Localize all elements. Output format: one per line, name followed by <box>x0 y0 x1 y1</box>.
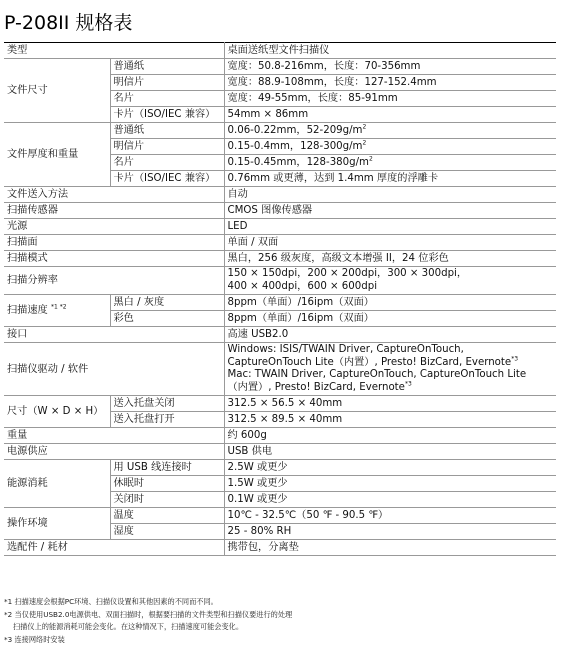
value-text: 0.15-0.45mm，128-380g/m <box>227 157 369 168</box>
row-label-weight: 重量 <box>4 428 224 444</box>
value-line <box>228 382 554 395</box>
spec-table <box>4 42 556 556</box>
value-line: 150 × 150dpi，200 × 200dpi，300 × 300dpi， <box>227 268 468 279</box>
value-text: 0.06-0.22mm，52-209g/m <box>227 125 363 136</box>
row-label-speed <box>4 295 110 327</box>
table-row <box>4 203 556 219</box>
row-value: 8ppm（单面）/16ipm（双面） <box>224 295 556 311</box>
sub-label: 卡片（ISO/IEC 兼容） <box>110 107 224 123</box>
sub-label: 关闭时 <box>110 492 224 508</box>
row-value-type: 桌面送纸型文件扫描仪 <box>224 43 556 59</box>
table-row <box>4 460 556 476</box>
row-label-consumption: 能源消耗 <box>4 460 110 508</box>
table-row <box>4 187 556 203</box>
footnote: 扫描仪上的能源消耗可能会变化。在这种情况下，扫描速度可能会变化。 <box>13 622 244 631</box>
table-row <box>4 327 556 343</box>
row-value <box>224 155 556 171</box>
value-text: 0.15-0.4mm，128-300g/m <box>227 141 363 152</box>
sub-label: 明信片 <box>110 139 224 155</box>
row-value-light: LED <box>224 219 556 235</box>
table-row <box>4 396 556 412</box>
table-row <box>4 343 556 396</box>
row-value-mode: 黑白，256 级灰度，高级文本增强 II，24 位彩色 <box>224 251 556 267</box>
table-row <box>4 295 556 311</box>
row-value: 0.76mm 或更薄，达到 1.4mm 厚度的浮雕卡 <box>224 171 556 187</box>
superscript: 2 <box>362 123 367 131</box>
value-text: CaptureOnTouch Lite（内置）, Presto! BizCard, Evernote <box>227 356 512 368</box>
row-label-type: 类型 <box>4 43 224 59</box>
row-value: 0.1W 或更少 <box>224 492 556 508</box>
sub-label: 温度 <box>110 508 224 524</box>
footnote: *1 扫描速度会根据PC环境、扫描仪设置和其他因素的不同而不同。 <box>4 597 218 606</box>
row-label-driver: 扫描仪驱动 / 软件 <box>4 343 224 396</box>
value-line: 400 × 400dpi，600 × 600dpi <box>227 280 378 292</box>
sub-label: 黑白 / 灰度 <box>110 295 224 311</box>
row-value <box>224 139 556 155</box>
row-value-weight: 约 600g <box>224 428 556 444</box>
sub-label: 名片 <box>110 155 224 171</box>
value-line: Mac: TWAIN Driver, CaptureOnTouch, CaptureOnTouch Lite <box>227 369 527 380</box>
row-label-dimensions: 尺寸（W × D × H） <box>4 396 110 428</box>
row-value-power: USB 供电 <box>224 444 556 460</box>
row-value: 312.5 × 89.5 × 40mm <box>224 412 556 428</box>
footnote-marker: *1 *2 <box>51 303 67 311</box>
row-value: 2.5W 或更少 <box>224 460 556 476</box>
footnote: *2 当仅使用USB2.0电源供电、双面扫描时，根据要扫描的文件类型和扫描仪要进行的处理 <box>4 609 293 619</box>
row-value: 25 - 80% RH <box>224 524 556 540</box>
row-label-light: 光源 <box>4 219 224 235</box>
row-label-interface: 接口 <box>4 327 224 343</box>
superscript: 2 <box>362 139 367 147</box>
row-value: 8ppm（单面）/16ipm（双面） <box>224 311 556 327</box>
row-value: 宽度：50.8-216mm，长度：70-356mm <box>224 59 556 75</box>
superscript: 2 <box>368 155 373 163</box>
row-label-resolution: 扫描分辨率 <box>4 267 224 295</box>
row-value: 312.5 × 56.5 × 40mm <box>224 396 556 412</box>
sub-label: 休眠时 <box>110 476 224 492</box>
table-row <box>4 235 556 251</box>
row-value: 宽度：49-55mm，长度：85-91mm <box>224 91 556 107</box>
table-row <box>4 428 556 444</box>
sub-label: 名片 <box>110 91 224 107</box>
row-value-sensor: CMOS 图像传感器 <box>224 203 556 219</box>
footnote-marker: *3 <box>404 380 412 388</box>
table-row <box>4 267 556 295</box>
footnote: *3 连接网络时安装 <box>4 634 65 644</box>
row-value: 宽度：88.9-108mm，长度：127-152.4mm <box>224 75 556 91</box>
footnote-marker: *3 <box>511 355 519 363</box>
table-row <box>4 540 556 556</box>
table-row <box>4 123 556 139</box>
row-label-side: 扫描面 <box>4 235 224 251</box>
table-row <box>4 508 556 524</box>
row-value-driver <box>224 343 556 396</box>
sub-label: 湿度 <box>110 524 224 540</box>
row-value-resolution <box>224 267 556 295</box>
row-value-options: 携带包，分离垫 <box>224 540 556 556</box>
value-line: Windows: ISIS/TWAIN Driver, CaptureOnTouch, <box>227 344 464 355</box>
sub-label: 彩色 <box>110 311 224 327</box>
row-label-environment: 操作环境 <box>4 508 110 540</box>
row-value <box>224 123 556 139</box>
row-value-interface: 高速 USB2.0 <box>224 327 556 343</box>
value-line <box>228 357 554 370</box>
table-row <box>4 59 556 75</box>
table-row <box>4 219 556 235</box>
sub-label: 用 USB 线连接时 <box>110 460 224 476</box>
sub-label: 普通纸 <box>110 123 224 139</box>
sub-label: 送入托盘关闭 <box>110 396 224 412</box>
page-title: P-208II 规格表 <box>4 12 133 34</box>
sub-label: 普通纸 <box>110 59 224 75</box>
row-label-doc-size: 文件尺寸 <box>4 59 110 123</box>
row-value: 54mm × 86mm <box>224 107 556 123</box>
table-row <box>4 444 556 460</box>
row-label-thickness: 文件厚度和重量 <box>4 123 110 187</box>
row-label-mode: 扫描模式 <box>4 251 224 267</box>
sub-label: 明信片 <box>110 75 224 91</box>
footnotes <box>4 596 556 646</box>
table-row <box>4 251 556 267</box>
row-label-options: 选配件 / 耗材 <box>4 540 224 556</box>
label-text: 扫描速度 <box>7 305 48 316</box>
value-text: （内置）, Presto! BizCard, Evernote <box>227 381 405 393</box>
table-row <box>4 43 556 59</box>
sub-label: 送入托盘打开 <box>110 412 224 428</box>
row-value: 1.5W 或更少 <box>224 476 556 492</box>
sub-label: 卡片（ISO/IEC 兼容） <box>110 171 224 187</box>
row-label-power: 电源供应 <box>4 444 224 460</box>
row-value-side: 单面 / 双面 <box>224 235 556 251</box>
row-value: 10℃ - 32.5℃（50 ℉ - 90.5 ℉） <box>224 508 556 524</box>
row-label-sensor: 扫描传感器 <box>4 203 224 219</box>
row-label-feed: 文件送入方法 <box>4 187 224 203</box>
row-value-feed: 自动 <box>224 187 556 203</box>
